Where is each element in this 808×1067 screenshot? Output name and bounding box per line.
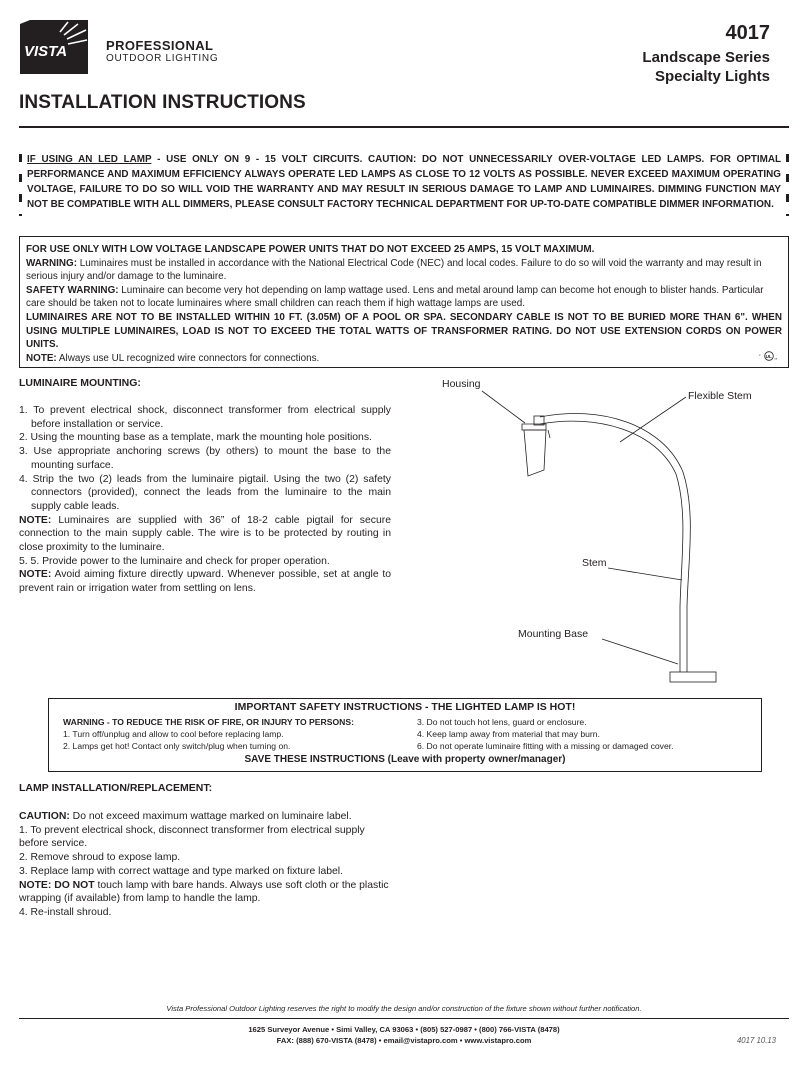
mounting-note-1-label: NOTE: <box>19 514 52 526</box>
vista-logo <box>18 18 90 76</box>
label-mounting-base: Mounting Base <box>518 628 589 640</box>
housing-screw <box>548 430 550 438</box>
fixture-diagram <box>400 372 795 692</box>
lamp-step-4: 4. Re-install shroud. <box>19 906 112 918</box>
lamp-note-label: NOTE: DO NOT <box>19 879 95 891</box>
label-stem: Stem <box>582 557 607 569</box>
footer-divider <box>19 1018 789 1019</box>
lamp-step-3: 3. Replace lamp with correct wattage and type marked on fixture label. <box>19 865 344 877</box>
warning-paragraph <box>26 257 782 284</box>
safety-warning: WARNING - TO REDUCE THE RISK OF FIRE, OR INJURY TO PERSONS: <box>63 717 354 727</box>
lamp-step-2: 2. Remove shroud to expose lamp. <box>19 852 181 864</box>
led-warning-text <box>27 152 781 212</box>
luminaire-mounting-steps <box>19 404 391 596</box>
lamp-caution-label: CAUTION: <box>19 811 70 822</box>
footer-contact: FAX: (888) 670-VISTA (8478) • email@vistapro.com • www.vistapro.com <box>276 1036 532 1045</box>
footer-address: 1625 Surveyor Avenue • Simi Valley, CA 93063 • (805) 527-0987 • (800) 766-VISTA (8478) <box>248 1025 560 1034</box>
connector-note <box>26 352 782 366</box>
safety-title: IMPORTANT SAFETY INSTRUCTIONS - THE LIGHTED LAMP IS HOT! <box>234 701 576 713</box>
led-warning-lead: IF USING AN LED LAMP <box>27 154 152 165</box>
warning-text: Luminaires must be installed in accordance with the National Electrical Code (NEC) and local codes. Failure to do so will void the warranty and may result in serious injury and/or damage to the luminaire. <box>26 257 762 283</box>
page-title: INSTALLATION INSTRUCTIONS <box>19 92 306 113</box>
safety-warning-label: SAFETY WARNING: <box>26 284 119 296</box>
mounting-step-2: 2. Using the mounting base as a template, mark the mounting hole positions. <box>19 432 372 444</box>
luminaire-mounting-title: LUMINAIRE MOUNTING: <box>19 377 141 389</box>
safety-instructions-box <box>48 698 762 772</box>
low-voltage-heading: FOR USE ONLY WITH LOW VOLTAGE LANDSCAPE POWER UNITS THAT DO NOT EXCEED 25 AMPS, 15 VOLT MAXIMUM. <box>26 244 595 255</box>
mounting-note-2-label: NOTE: <box>19 569 52 581</box>
safety-item-6: 6. Do not operate luminaire fitting with a missing or damaged cover. <box>417 741 674 751</box>
series-line-1: Landscape Series <box>642 49 770 66</box>
ul-listing-icon <box>758 351 780 361</box>
lamp-installation-title: LAMP INSTALLATION/REPLACEMENT: <box>19 782 213 794</box>
lamp-caution <box>19 810 393 824</box>
save-instructions <box>49 754 761 765</box>
safety-item-1: 1. Turn off/unplug and allow to cool before replacing lamp. <box>63 729 284 739</box>
svg-text:c: c <box>759 353 761 357</box>
safety-item-3: 3. Do not touch hot lens, guard or enclosure. <box>417 717 587 727</box>
svg-text:UL: UL <box>765 354 772 359</box>
lamp-note <box>19 879 393 906</box>
mounting-note-1 <box>19 514 391 555</box>
document-number: 4017 10.13 <box>736 1036 776 1045</box>
safety-column-left <box>63 716 403 752</box>
series-line-2: Specialty Lights <box>654 68 770 85</box>
safety-warning-text: Luminaire can become very hot depending on lamp wattage used. Lens and metal around lamp can become hot enough to blister hands. Particular care should be taken not to locate luminaires where small children can reach them if high wattage lamps are used. <box>26 284 764 310</box>
stem-leader <box>608 568 682 580</box>
housing-leader <box>482 391 525 423</box>
lamp-installation-steps <box>19 810 393 920</box>
model-number: 4017 <box>725 22 770 44</box>
mounting-note-1-text: Luminaires are supplied with 36” of 18-2 cable pigtail for secure connection to the main supply cable. The wire is to be protected by routing in close proximity to the luminaire. <box>19 514 391 554</box>
logo-wordmark: VISTA <box>24 43 68 60</box>
mounting-step-1: 1. To prevent electrical shock, disconnect transformer from electrical supply before installation or service. <box>19 405 391 430</box>
header-divider <box>19 126 789 128</box>
mounting-step-3: 3. Use appropriate anchoring screws (by others) to mount the base to the mounting surface. <box>19 446 391 471</box>
series-name <box>642 48 770 86</box>
warning-label: WARNING: <box>26 257 78 269</box>
dashed-border-left <box>19 154 22 216</box>
safety-warning-paragraph <box>26 284 782 311</box>
pool-spa-warning: LUMINAIRES ARE NOT TO BE INSTALLED WITHIN 10 FT. (3.05M) OF A POOL OR SPA. SECONDARY CABLE IS NOT TO BE BURIED MORE THAN 6". WHEN USING MULTIPLE LUMINAIRES, LOAD IS NOT TO EXCEED THE TOTAL WATTS OF TRANSFORMER RATING. DO NOT USE EXTENSION CORDS ON POWER UNITS. <box>26 311 782 351</box>
mounting-base-leader <box>602 639 678 664</box>
fixture-illustration <box>400 372 795 692</box>
mounting-step-5: 5. 5. Provide power to the luminaire and check for proper operation. <box>19 555 330 567</box>
mounting-note-2-text: Avoid aiming fixture directly upward. Whenever possible, set at angle to prevent rain or irrigation water from settling on lens. <box>19 569 391 595</box>
brand-tagline: OUTDOOR LIGHTING <box>106 53 219 64</box>
lamp-note-text: touch lamp with bare hands. Always use soft cloth or the plastic wrapping (if available) from lamp to handle the lamp. <box>19 879 389 905</box>
safety-item-4: 4. Keep lamp away from material that may burn. <box>417 729 600 739</box>
mounting-note-2 <box>19 568 391 595</box>
brand-name: PROFESSIONAL <box>106 38 214 53</box>
save-instructions-bold: SAVE THESE INSTRUCTIONS <box>244 754 385 765</box>
safety-item-2: 2. Lamps get hot! Contact only switch/plug when turning on. <box>63 741 291 751</box>
footer-disclaimer: Vista Professional Outdoor Lighting reserves the right to modify the design and/or construction of the fixture shown without further notification. <box>166 1004 642 1013</box>
label-flexible-stem: Flexible Stem <box>688 390 752 402</box>
svg-text:us: us <box>774 357 778 361</box>
note-text: Always use UL recognized wire connectors for connections. <box>56 352 320 364</box>
housing-body <box>524 430 546 476</box>
safety-column-right <box>417 716 757 752</box>
led-warning-box <box>19 148 789 224</box>
led-warning-body: - USE ONLY ON 9 - 15 VOLT CIRCUITS. CAUTION: DO NOT UNNECESSARILY OVER-VOLTAGE LED LAMPS. FOR OPTIMAL PERFORMANCE AND MAXIMUM EFFICIENCY ALWAYS OPERATE LED LAMPS AS CLOSE TO 12 VOLTS AS POSSIBLE. NEVER EXCEED MAXIMUM OPERATING VOLTAGE, FAILURE TO DO SO WILL VOID THE WARRANTY AND MAY RESULT IN SERIOUS DAMAGE TO LAMP AND LUMINAIRES. DIMMING FUNCTION MAY NOT BE COMPATIBLE WITH ALL DIMMERS, PLEASE CONSULT FACTORY TECHNICAL DEPARTMENT FOR UP-TO-DATE COMPATIBLE DIMMER INFORMATION. <box>27 154 781 210</box>
save-instructions-rest: (Leave with property owner/manager) <box>384 754 566 765</box>
note-label: NOTE: <box>26 352 57 364</box>
label-housing: Housing <box>442 378 481 390</box>
low-voltage-box <box>19 236 789 368</box>
dashed-border-right <box>786 154 789 216</box>
mounting-base-shape <box>670 672 716 682</box>
mounting-step-4: 4. Strip the two (2) leads from the luminaire pigtail. Using the two (2) safety connectors (provided), connect the leads from the luminaire to the main supply cable leads. <box>19 473 391 512</box>
lamp-caution-text: Do not exceed maximum wattage marked on luminaire label. <box>69 811 352 822</box>
lamp-step-1: 1. To prevent electrical shock, disconnect transformer from electrical supply before service. <box>19 824 365 850</box>
